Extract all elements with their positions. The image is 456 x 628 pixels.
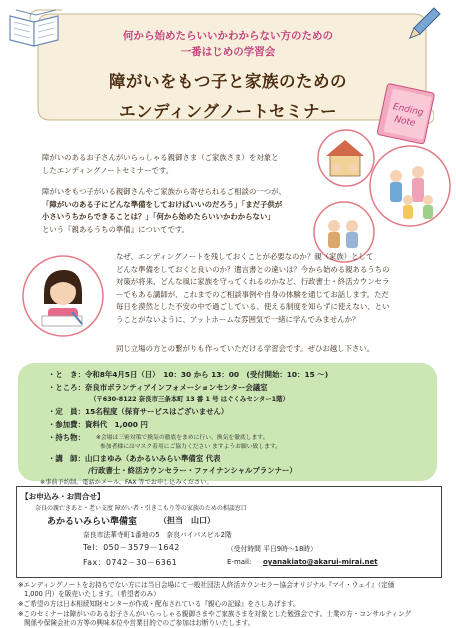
event-items-note1: ※会場は三密対策で換気の徹底をまめに行い、換気を徹底します。	[96, 435, 269, 441]
contact-email-label: E-mail:	[227, 558, 252, 566]
contact-box	[16, 486, 442, 578]
intro-paragraph-3	[116, 251, 389, 327]
event-info-box	[18, 363, 437, 481]
event-fee: ・参加費：資料代 1,000 円	[48, 420, 148, 429]
subtitle-line1: 何から始めたらいいかわからない方のための	[123, 30, 333, 42]
family-illustration	[306, 128, 454, 266]
intro-paragraph-1	[42, 152, 279, 177]
footnote: 関係や保険会社の方等の興味本位や営業目的でのご参加はお断りいたします。	[24, 619, 255, 627]
intro-line: という『親あるうちの準備』についてです。	[42, 224, 190, 234]
contact-heading: 【お申込み・お問合せ】	[21, 492, 105, 501]
contact-email-link[interactable]: oyanakiato@akarui-mirai.net	[263, 558, 378, 566]
intro-line: したエンディングノートセミナーです。	[42, 165, 174, 175]
footnote: 1,000 円）を販売いたします。（希望者のみ）	[24, 590, 160, 598]
event-place: ・ところ：奈良市ボランティアインフォメーションセンター会議室	[48, 383, 268, 392]
subtitle-line2: 一番はじめの学習会	[180, 46, 276, 58]
intro-line: なぜ、エンディングノートを残しておくことが必要なのか？親（家族）として	[116, 252, 374, 261]
contact-address: 奈良市法華寺町1番地の5 奈良バイパスビル2階	[83, 531, 232, 539]
intro-line: ーでもある講師が、これまでのご相談事例や自身の体験を通じてお話します。ただ	[116, 289, 389, 299]
woman-writing-illustration	[20, 254, 106, 338]
event-lecturer-title: /行政書士・終活カウンセラー・ファイナンシャルプランナー）	[88, 466, 297, 475]
intro-line: 小さいうちからできることは？」「何から始めたらいいかわからない」	[42, 212, 275, 222]
contact-fax: Fax：0742－30－6361	[83, 558, 178, 567]
contact-hours: （受付時間 平日9時～18時）	[227, 545, 317, 553]
contact-person: （担当 山口）	[159, 516, 215, 525]
page-title-line1: 障がいをもつ子と家族のための	[109, 72, 347, 91]
notebook-label-line1: Ending	[391, 102, 425, 119]
intro-line: 「障がいのある子にどんな準備をしておけばいいのだろう」「まだ子供が	[42, 199, 283, 209]
contact-org-name: あかるいみらい準備室	[47, 517, 138, 527]
notebook-label-line2: Note	[393, 114, 417, 129]
event-date: ・と き：令和8年4月5日（日） 10：30 から 13：00 (受付開始：10：15 ～)	[48, 370, 329, 379]
intro-paragraph-2	[42, 186, 286, 236]
event-items-label: ・持ち物：	[48, 433, 85, 442]
contact-org-desc: 奈良の親亡きあと・老い支度 障がい者・引きこもり等の家族のための相談窓口	[35, 505, 247, 512]
reservation-note: ※事前予約制。電話かメール、FAX 等でお申し込みください。	[40, 479, 213, 486]
intro-paragraph-4: 同じ立場の方との繋がりも作っていただける学習会です。ぜひお越し下さい。	[116, 344, 375, 353]
footnote: ※このセミナーは障がいのあるお子さんがいらっしゃる親御さまやご家族さまを対象とした勉強会です。士業の方・コンサルティング	[18, 610, 412, 618]
intro-line: 対策が将来、どんな風に家族を守ってくれるのかなど、行政書士・終活カウンセラ	[116, 277, 390, 287]
event-address: （〒630-8122 奈良市三条本町 13 番 1 号 はぐくみセンター1階）	[90, 395, 289, 403]
event-lecturer: ・講 師：山口まゆみ（あかるいみらい準備室 代表	[48, 454, 221, 463]
footnote: ※ご希望の方は日本相続知財センターが作成・配布されている『親心の記録』をさしあげます。	[18, 600, 300, 608]
event-capacity: ・定 員：15名程度（保育サービスはございません）	[48, 407, 229, 416]
event-items-note2: 参加者様にはマスク着用にご協力ください ますようお願い致します。	[100, 444, 282, 450]
intro-line: うことがないように、アットホームな雰囲気で一緒に学んでみませんか？	[116, 314, 360, 324]
page-title-line2: エンディングノートセミナー	[118, 102, 338, 121]
intro-line: どんな準備をしておくと良いのか？遺言書との違いは？今から始める親あるうちの	[116, 264, 390, 274]
footnote: ※エンディングノートをお持ちでない方には当日会場にて一般社団法人終活カウンセラー協会オリジナル『マイ・ウェイ』（定価	[18, 581, 395, 589]
intro-line: 毎日を漠然とした不安の中で過ごしている、使える制度を知らずに使えない、とい	[116, 302, 390, 312]
contact-tel[interactable]: Tel：050－3579－1642	[83, 543, 180, 552]
intro-line: 障がいのあるお子さんがいらっしゃる親御さま（ご家族さま）を対象と	[42, 153, 279, 162]
intro-line: 障がいをもつ子がいる親御さんやご家族から寄せられるご相談の一つが、	[42, 187, 286, 196]
